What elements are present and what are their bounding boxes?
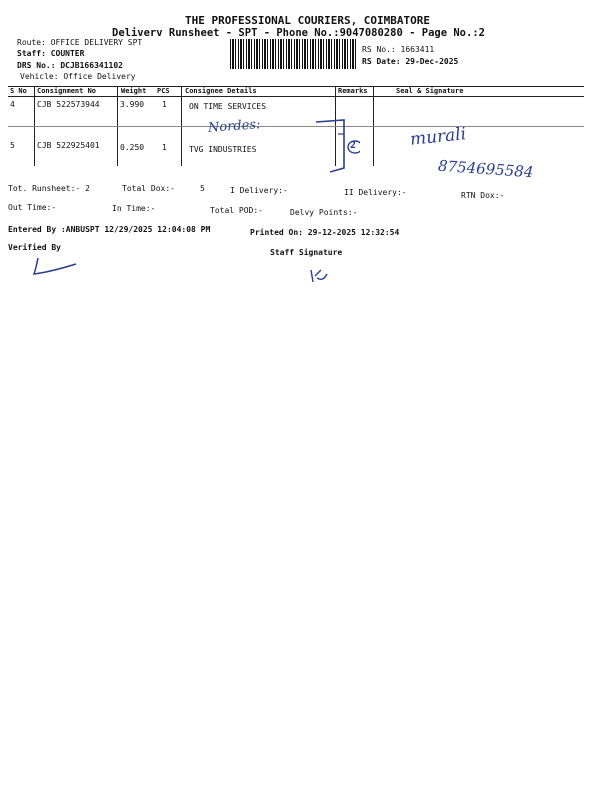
row-pcs: 1 xyxy=(162,100,167,109)
col-weight: Weight xyxy=(121,87,147,95)
total-dox: Total Dox:- xyxy=(122,184,175,193)
total-pod: Total POD:- xyxy=(210,206,263,215)
staff-signature-label: Staff Signature xyxy=(270,248,343,257)
col-remarks: Remarks xyxy=(338,87,368,95)
row-pcs: 1 xyxy=(162,143,167,152)
company-name: THE PROFESSIONAL COURIERS, COIMBATORE xyxy=(185,14,431,27)
col-pcs: PCS xyxy=(157,87,170,95)
tot-runsheet: Tot. Runsheet:- 2 xyxy=(8,184,90,193)
i-delivery: I Delivery:- xyxy=(230,186,288,195)
col-consignment: Consignment No xyxy=(37,87,97,95)
ii-delivery: II Delivery:- xyxy=(344,188,407,197)
route: Route: OFFICE DELIVERY SPT xyxy=(17,38,143,47)
col-sno: S No xyxy=(10,87,27,95)
verified-by-label: Verified By xyxy=(8,243,61,252)
barcode xyxy=(230,39,358,69)
rs-date: RS Date: 29-Dec-2025 xyxy=(362,57,459,66)
total-dox-value: 5 xyxy=(200,184,205,193)
remark-number: 2 xyxy=(350,140,357,151)
out-time: Out Time:- xyxy=(8,203,57,212)
row-weight: 3.990 xyxy=(120,100,145,109)
rtn-dox: RTN Dox:- xyxy=(461,191,505,200)
verified-by-signature xyxy=(30,254,80,278)
row-consignee: TVG INDUSTRIES xyxy=(189,145,257,154)
handwritten-note: Nordes: xyxy=(207,117,261,136)
rs-number: RS No.: 1663411 xyxy=(362,45,435,54)
runsheet-subtitle: Deliverv Runsheet - SPT - Phone No.:9047080280 - Page No.:2 xyxy=(112,27,485,39)
drs-number: DRS No.: DCJB166341102 xyxy=(17,61,123,70)
row-weight: 0.250 xyxy=(120,143,145,152)
staff: Staff: COUNTER xyxy=(17,49,85,58)
printed-on: Printed On: 29-12-2025 12:32:54 xyxy=(250,228,400,237)
row-sno: 5 xyxy=(10,141,15,150)
row-consignee: ON TIME SERVICES xyxy=(189,102,267,111)
col-consignee: Consignee Details xyxy=(185,87,257,95)
vehicle: Vehicle: Office Delivery xyxy=(20,72,136,81)
delvy-points: Delvy Points:- xyxy=(290,208,358,217)
col-seal-signature: Seal & Signature xyxy=(396,87,464,95)
handwritten-receiver-name: murali xyxy=(409,124,468,150)
entered-by: Entered By :ANBUSPT 12/29/2025 12:04:08 PM xyxy=(8,225,211,234)
in-time: In Time:- xyxy=(112,204,156,213)
handwritten-phone: 8754695584 xyxy=(437,156,534,182)
row-consignment: CJB 522573944 xyxy=(37,100,100,109)
staff-signature-mark xyxy=(305,264,335,286)
row-consignment: CJB 522925401 xyxy=(37,141,100,150)
row-sno: 4 xyxy=(10,100,15,109)
